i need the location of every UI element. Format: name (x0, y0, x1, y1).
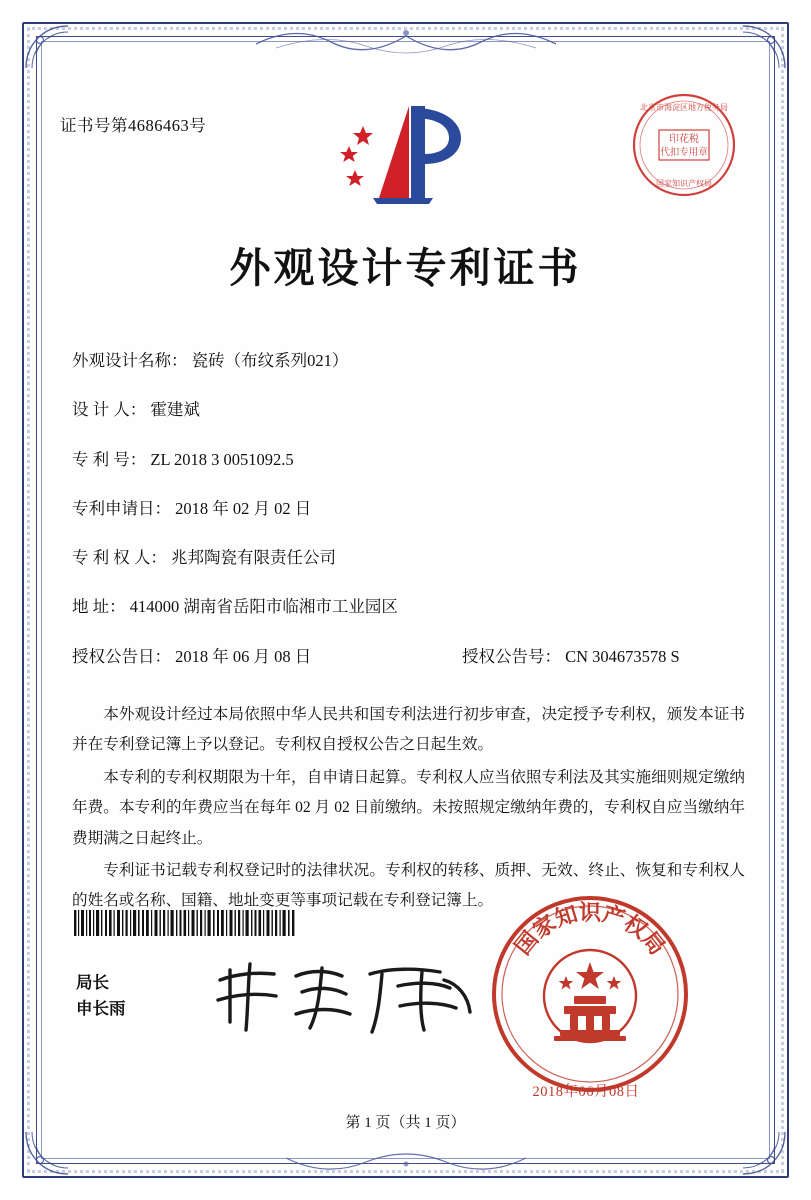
paragraph-2: 本专利的专利权期限为十年，自申请日起算。专利权人应当依照专利法及其实施细则规定缴纳年费。本专利的年费应当在每年 02 月 02 日前缴纳。未按照规定缴纳年费的，专利权自应当缴纳年费期满之日起终止。 (72, 768, 745, 847)
bottom-ornament-icon (286, 1152, 526, 1182)
barcode-icon (74, 910, 299, 936)
certificate-number: 证书号第4686463号 (60, 116, 207, 135)
field-value: 2018 年 02 月 02 日 (175, 498, 312, 518)
seal-date: 2018年06月08日 (532, 1084, 640, 1100)
field-label: 地 址： (72, 597, 126, 617)
paragraph-3: 专利证书记载专利权登记时的法律状况。专利权的转移、质押、无效、终止、恢复和专利权人的姓名或名称、国籍、地址变更等事项记载在专利登记簿上。 (72, 862, 745, 910)
fields-list (72, 350, 751, 695)
seal-text: 国家知识产权局 (509, 900, 671, 961)
field-application-date (72, 498, 751, 520)
svg-text:北京市海淀区地方税务局: 北京市海淀区地方税务局 (640, 103, 728, 112)
field-label: 设 计 人： (72, 400, 147, 420)
svg-text:国家知识产权局: 国家知识产权局 (656, 179, 712, 188)
certificate-content (60, 70, 751, 1140)
field-patentee (72, 547, 751, 569)
tax-stamp-icon (629, 90, 739, 200)
field-value: ZL 2018 3 0051092.5 (150, 449, 294, 469)
director-name: 申长雨 (76, 998, 126, 1018)
legal-text-block (72, 700, 745, 919)
field-label: 专利申请日： (72, 498, 171, 518)
field-value: 瓷砖（布纹系列021） (191, 351, 349, 370)
svg-text:代扣专用章: 代扣专用章 (660, 147, 708, 158)
national-seal-icon (488, 892, 693, 1097)
corner-ornament-icon (24, 24, 70, 70)
sipo-logo-icon (321, 98, 491, 208)
field-design-name (72, 350, 751, 372)
page-title: 外观设计专利证书 (229, 244, 582, 292)
handwritten-signature-icon (200, 950, 490, 1040)
paragraph-1: 本外观设计经过本局依照中华人民共和国专利法进行初步审查，决定授予专利权，颁发本证书并在专利登记簿上予以登记。专利权自授权公告之日起生效。 (72, 706, 745, 754)
field-grant-row (72, 646, 751, 668)
grant-publication-group (462, 646, 680, 668)
top-ornament-icon (256, 20, 556, 54)
field-patent-number (72, 449, 751, 471)
field-label: 专 利 号： (72, 449, 147, 469)
grant-publication-value: CN 304673578 S (565, 646, 680, 666)
field-value: 414000 湖南省岳阳市临湘市工业园区 (129, 597, 398, 617)
page-number: 第 1 页（共 1 页） (345, 1115, 466, 1131)
field-label: 外观设计名称： (72, 351, 188, 370)
director-role: 局长 (76, 973, 109, 992)
field-value: 兆邦陶瓷有限责任公司 (171, 548, 336, 568)
grant-date-value: 2018 年 06 月 08 日 (175, 646, 312, 666)
corner-ornament-icon (741, 24, 787, 70)
svg-text:印花税: 印花税 (669, 134, 699, 145)
field-label: 专 利 权 人： (72, 548, 167, 568)
grant-publication-label: 授权公告号： (462, 646, 561, 666)
field-value: 霍建斌 (150, 400, 200, 420)
grant-date-label: 授权公告日： (72, 646, 171, 666)
signature-block (76, 970, 126, 1021)
field-designer (72, 399, 751, 421)
field-address (72, 596, 751, 618)
